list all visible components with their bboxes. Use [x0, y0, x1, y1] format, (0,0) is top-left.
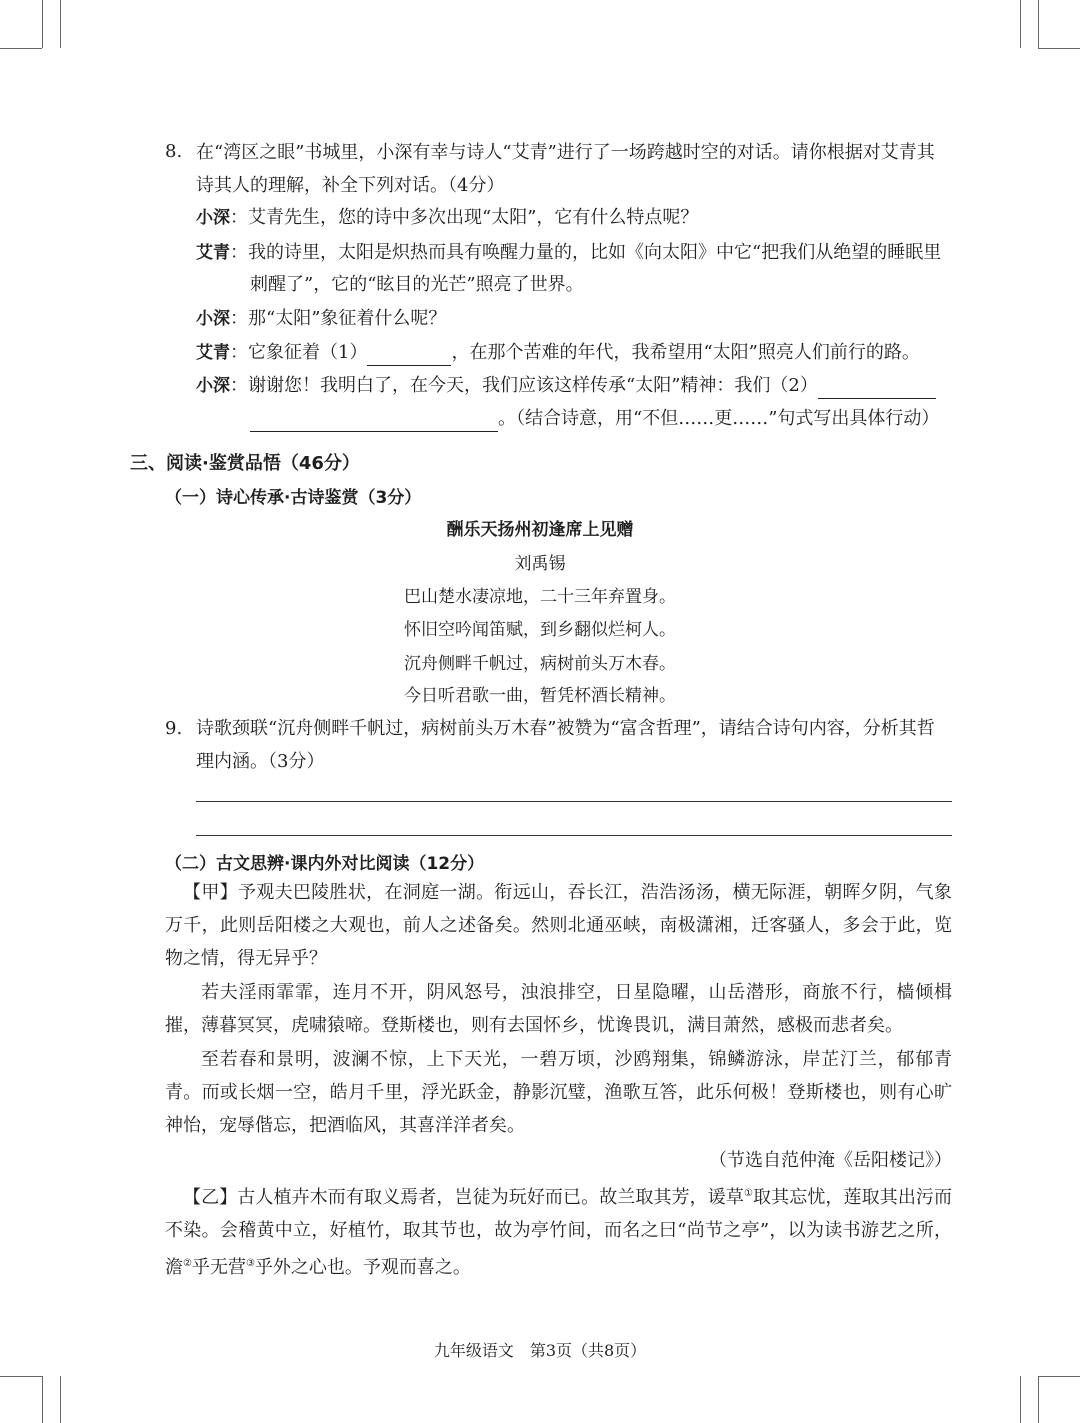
poem-title: 酬乐天扬州初逢席上见赠: [446, 520, 634, 540]
speaker-aiqing: 艾青: [196, 343, 230, 363]
page-footer: 九年级语文 第3页（共8页）: [433, 1341, 647, 1360]
crop-mark-bottom-right-h: [1038, 1376, 1080, 1377]
q9-number: 9.: [165, 718, 183, 739]
crop-mark-top-left-v2: [60, 0, 61, 48]
q8-dialog-5: [196, 373, 936, 399]
q9-answer-line[interactable]: [196, 835, 952, 836]
crop-mark-top-right-h: [1038, 48, 1080, 49]
jia-paragraph-2: 若夫淫雨霏霏，连月不开，阴风怒号，浊浪排空，日星隐曜，山岳潜形，商旅不行，樯倾楫摧，薄暮冥冥，虎啸猿啼。登斯楼也，则有去国怀乡，忧谗畏讥，满目萧然，感极而悲者矣。: [165, 982, 952, 1036]
q9-answer-line[interactable]: [196, 801, 952, 802]
crop-mark-bottom-left-v2: [60, 1376, 61, 1423]
crop-mark-bottom-left-h: [0, 1376, 42, 1377]
crop-mark-top-right-v2: [1038, 0, 1039, 48]
dialog-text: ：我的诗里，太阳是炽热而具有唤醒力量的，比如《向太阳》中它“把我们从绝望的睡眠里: [230, 242, 942, 263]
dialog-text: ：那“太阳”象征着什么呢？: [230, 308, 447, 329]
speaker-xiaoshen: 小深: [196, 376, 230, 396]
poem-line: 巴山楚水凄凉地，二十三年弃置身。: [404, 587, 676, 607]
answer-blank-2[interactable]: [818, 378, 936, 399]
dialog-text: ，在那个苦难的年代，我希望用“太阳”照亮人们前行的路。: [451, 342, 920, 363]
poem-author: 刘禹锡: [514, 554, 566, 574]
poem-line: 今日听君歌一曲，暂凭杯酒长精神。: [404, 686, 676, 706]
dialog-text: ：艾青先生，您的诗中多次出现“太阳”，它有什么特点呢？: [230, 207, 699, 228]
jia-source: （节选自范仲淹《岳阳楼记》）: [709, 1150, 952, 1171]
jia-paragraph-1: 【甲】予观夫巴陵胜状，在洞庭一湖。衔远山，吞长江，浩浩汤汤，横无际涯，朝晖夕阴，气象万千，此则岳阳楼之大观也，前人之述备矣。然则北通巫峡，南极潇湘，迁客骚人，多会于此，览物之情，得无异乎？: [165, 882, 952, 969]
crop-mark-bottom-left-v: [42, 1376, 43, 1423]
dialog-text: ：它象征着（1）: [230, 342, 368, 363]
crop-mark-bottom-right-v: [1020, 1376, 1021, 1423]
answer-blank-2-cont[interactable]: [250, 411, 498, 432]
speaker-xiaoshen: 小深: [196, 309, 230, 329]
crop-mark-top-right-v: [1020, 0, 1021, 48]
section-3-heading: 三、阅读·鉴赏品悟（46分）: [130, 453, 360, 474]
q8-dialog-1: [196, 205, 698, 231]
speaker-xiaoshen: 小深: [196, 208, 230, 228]
dialog-text: ：谢谢您！我明白了，在今天，我们应该这样传承“太阳”精神：我们（2）: [230, 375, 818, 396]
q8-dialog-5-cont: [250, 406, 939, 432]
q8-dialog-4: [196, 340, 920, 366]
speaker-aiqing: 艾青: [196, 243, 230, 263]
q8-dialog-2: [196, 240, 941, 266]
q8-dialog-2-cont: 刺醒了”，它的“眩目的光芒”照亮了世界。: [250, 274, 584, 295]
q9-prompt: 诗歌颈联“沉舟侧畔千帆过，病树前头万木春”被赞为“富含哲理”，请结合诗句内容，分析其哲理内涵。（3分）: [196, 718, 935, 772]
q8-number: 8.: [165, 141, 183, 162]
part-2-heading: （二）古文思辨·课内外对比阅读（12分）: [165, 854, 485, 874]
crop-mark-top-left-h: [0, 48, 42, 49]
q8-prompt: 在“湾区之眼”书城里，小深有幸与诗人“艾青”进行了一场跨越时空的对话。请你根据对艾青其诗其人的理解，补全下列对话。（4分）: [196, 142, 935, 196]
poem-line: 沉舟侧畔千帆过，病树前头万木春。: [404, 654, 676, 674]
crop-mark-top-left-v: [42, 0, 43, 48]
poem-line: 怀旧空吟闻笛赋，到乡翻似烂柯人。: [404, 620, 676, 640]
part-1-heading: （一）诗心传承·古诗鉴赏（3分）: [165, 488, 422, 508]
crop-mark-bottom-right-v2: [1038, 1376, 1039, 1423]
yi-paragraph: 【乙】古人植卉木而有取义焉者，岂徒为玩好而已。故兰取其芳，谖草①取其忘忧，莲取其出污而不染。会稽黄中立，好植竹，取其节也，故为亭竹间，而名之曰“尚节之亭”，以为读书游艺之所，澹②乎无营③乎外之心也。予观而喜之。: [165, 1187, 953, 1278]
q8-dialog-3: [196, 306, 446, 332]
jia-paragraph-3: 至若春和景明，波澜不惊，上下天光，一碧万顷，沙鸥翔集，锦鳞游泳，岸芷汀兰，郁郁青青。而或长烟一空，皓月千里，浮光跃金，静影沉璧，渔歌互答，此乐何极！登斯楼也，则有心旷神怡，宠辱偕忘，把酒临风，其喜洋洋者矣。: [165, 1049, 952, 1136]
answer-blank-1[interactable]: [367, 345, 451, 366]
dialog-text: 。（结合诗意，用“不但……更……”句式写出具体行动）: [498, 408, 940, 429]
